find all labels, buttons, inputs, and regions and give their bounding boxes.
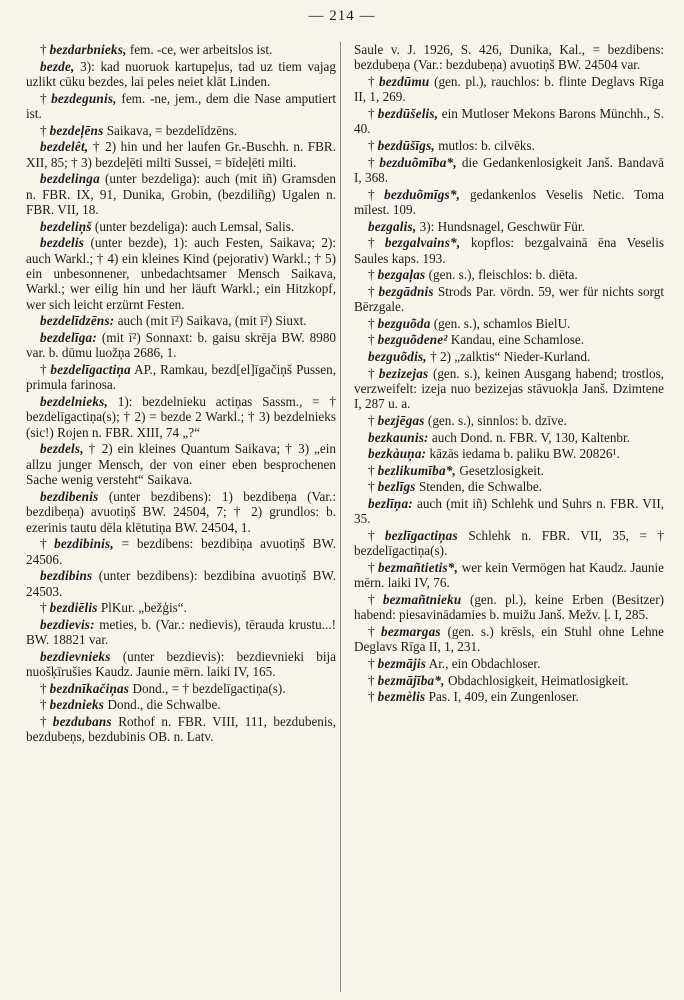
dictionary-entry	[354, 349, 664, 364]
entry-headword: bezdeliņš	[40, 218, 92, 234]
page-number: — 214 —	[308, 8, 376, 24]
dictionary-entry	[354, 673, 664, 688]
dictionary-entry	[354, 413, 664, 428]
dictionary-entry	[26, 649, 336, 680]
entry-headword: bezlīgs	[377, 479, 416, 495]
dictionary-entry	[26, 330, 336, 361]
entry-text: kopflos: bezgalvainā ēna Veselis Saules kaps. 193.	[354, 235, 664, 266]
entry-headword: bezdelinga	[40, 171, 100, 187]
entry-text: Ar., ein Obdachloser.	[428, 655, 541, 671]
dagger-mark: †	[40, 90, 49, 106]
dagger-mark: †	[40, 714, 50, 729]
dagger-mark: †	[368, 689, 375, 705]
entry-text: (gen. s.), schamlos BielU.	[433, 315, 571, 331]
entry-text: Dond., die Schwalbe.	[107, 697, 221, 713]
entry-headword: bezgaļas	[377, 267, 426, 283]
entry-text: Schlehk n. FBR. VII, 35, = † bezdelīgactiņa(s).	[354, 527, 665, 559]
entry-headword: bezdelis	[40, 235, 85, 251]
dictionary-entry	[354, 446, 664, 461]
entry-text: (mit ī²) Sonnaxt: b. gaisu skrēja BW. 8980 var. b. dūmu luožņa 2686, 1.	[26, 330, 337, 361]
entry-text: auch (mit ī²) Saikava, (mit ī²) Siuxt.	[117, 313, 307, 329]
dictionary-entry	[354, 624, 664, 655]
dictionary-entry	[354, 74, 664, 105]
dagger-mark: †	[40, 362, 48, 377]
entry-headword: bezizejas	[378, 365, 429, 381]
entry-headword: bezdelīdzēns:	[40, 313, 115, 329]
dictionary-entry	[26, 42, 336, 57]
entry-text: Pas. I, 409, ein Zungenloser.	[428, 689, 579, 705]
dictionary-entry	[354, 689, 664, 704]
dictionary-entry	[354, 366, 664, 412]
entry-headword: bezdegunis,	[51, 90, 117, 106]
entry-text: Gesetzlosigkeit.	[459, 462, 544, 478]
dictionary-entry	[354, 235, 664, 266]
dictionary-entry	[354, 155, 664, 186]
dagger-mark: †	[368, 74, 376, 89]
entry-headword: bezguõdis,	[368, 348, 427, 364]
entry-headword: bezlikumība*,	[377, 462, 457, 478]
entry-text: Kandau, eine Schamlose.	[450, 332, 585, 348]
entry-text: Saule v. J. 1926, S. 426, Dunika, Kal., = bezdibens: bezdubeņa (Var.: bezdubeņa) avuotiņš BW. 24504 var.	[354, 42, 664, 73]
entry-text: † 2) ein kleines Quantum Saikava; † 3) „ein allzu junger Mensch, der von einer eben besprochenen Sache wenig versteht“ Saikava.	[26, 441, 336, 488]
dictionary-entry	[354, 430, 664, 445]
entry-text: ein Mutloser Mekons Barons Münchh., S. 40.	[354, 106, 664, 137]
dagger-mark: †	[368, 138, 375, 153]
column-divider	[340, 42, 341, 992]
entry-headword: bezguõda	[377, 315, 431, 331]
dictionary-entry	[354, 528, 664, 559]
dagger-mark: †	[368, 412, 375, 428]
dictionary-entry	[354, 284, 664, 315]
entry-text: (gen. s.), keinen Ausgang habend; trostlos, verzweifelt: izeja nuo bezizejas stāvuokļa Janš. Dzimtene I, 287 u. a.	[354, 365, 665, 412]
dagger-mark: †	[368, 106, 375, 121]
entry-headword: bezduõmīgs*,	[384, 186, 461, 202]
dictionary-entry	[26, 139, 336, 170]
dictionary-entry	[354, 463, 664, 478]
entry-text: kāzās iedama b. paliku BW. 20826¹.	[429, 446, 620, 462]
entry-headword: bezdibins	[40, 568, 93, 584]
dictionary-entry	[26, 313, 336, 328]
entry-headword: bezdelīga:	[40, 330, 97, 345]
entry-headword: bezguõdene²	[377, 332, 448, 348]
dictionary-entry	[354, 496, 664, 527]
dictionary-entry	[354, 479, 664, 494]
dagger-mark: †	[368, 655, 375, 671]
left-column	[26, 42, 336, 746]
entry-text: fem. -ce, wer arbeitslos ist.	[129, 42, 273, 57]
dagger-mark: †	[40, 42, 47, 57]
dictionary-entry	[354, 592, 664, 623]
entry-headword: bezjēgas	[377, 412, 425, 428]
entry-text: = bezdibens: bezdibiņa avuotiņš BW. 24506.	[26, 536, 336, 567]
entry-text: (gen. pl.), rauchlos: b. flinte Deglavs Rīga II, 1, 269.	[354, 74, 665, 105]
entry-headword: bezdubans	[52, 714, 112, 729]
entry-text: (gen. pl.), keine Erben (Besitzer) habend: piesavinādamies b. muižu Janš. Mežv. ļ. I, 285.	[354, 591, 664, 623]
entry-headword: bezkaunis:	[368, 429, 429, 445]
entry-headword: bezgalvains*,	[384, 235, 461, 251]
dictionary-entry	[354, 106, 664, 137]
dictionary-entry	[354, 560, 664, 591]
entry-headword: bezdūmu	[378, 74, 430, 89]
dictionary-entry	[26, 714, 336, 745]
dagger-mark: †	[368, 283, 376, 299]
entry-headword: bezdelnieks,	[40, 394, 108, 409]
entry-text: auch (mit iñ) Schlehk und Suhrs n. FBR. VII, 35.	[354, 495, 665, 527]
dictionary-entry	[26, 568, 336, 599]
entry-text: PlKur. „bežģis“.	[100, 600, 187, 616]
entry-headword: bezmargas	[381, 623, 441, 639]
dictionary-entry	[26, 91, 336, 122]
entry-text: (unter bezdibens): 1) bezdibeņa (Var.: bezdibeņa) avuotiņš BW. 24504, 7; † 2) grundlos: b. ezerinis tautu dēla klētutiņa BW. 24504, 1.	[26, 488, 337, 535]
dictionary-entry	[26, 394, 336, 440]
dictionary-entry	[354, 138, 664, 153]
entry-text: auch Dond. n. FBR. V, 130, Kaltenbr.	[431, 429, 630, 445]
entry-headword: bezdūšelis,	[377, 106, 439, 121]
entry-text: mutlos: b. cilvēks.	[438, 138, 535, 153]
dagger-mark: †	[368, 315, 375, 331]
entry-text: Strods Par. vördn. 59, wer für nichts sorgt Bērzgale.	[354, 283, 665, 315]
dagger-mark: †	[40, 680, 47, 696]
right-column	[354, 42, 664, 706]
dagger-mark: †	[368, 332, 375, 348]
entry-text: gedankenlos Veselis Netic. Toma mīlest. 109.	[354, 186, 665, 217]
dagger-mark: †	[368, 462, 375, 478]
dictionary-entry	[26, 617, 336, 648]
entry-text: 1): bezdelnieku actiņas Sassm., = † bezdelīgactiņa(s); † 2) = bezde 2 Warkl.; † 3) bezdelnieks (sic!) Rojen n. FBR. XIII, 74 „?“	[26, 394, 337, 440]
entry-text: 3): Hundsnagel, Geschwür Für.	[419, 218, 585, 234]
entry-text: meties, b. (Var.: nedievis), tēraudа krustu...! BW. 18821 var.	[26, 616, 337, 648]
dictionary-entry	[26, 59, 336, 90]
entry-text: fem. -ne, jem., dem die Nase amputiert ist.	[26, 90, 336, 121]
entry-headword: bezlīgactiņas	[384, 527, 458, 543]
dictionary-entry	[26, 697, 336, 712]
entry-text: (gen. s.), fleischlos: b. diēta.	[428, 267, 578, 283]
dagger-mark: †	[368, 672, 375, 688]
entry-headword: bezmājis	[377, 655, 427, 671]
entry-headword: bezde,	[40, 58, 75, 74]
entry-headword: bezdievnieks	[40, 648, 111, 664]
dagger-mark: †	[368, 154, 377, 170]
dictionary-entry	[26, 362, 336, 393]
dictionary-entry	[26, 489, 336, 535]
entry-headword: bezdels,	[40, 441, 84, 457]
dictionary-entry	[26, 536, 336, 567]
entry-text: † 2) „zalktis“ Nieder-Kurland.	[430, 348, 591, 364]
entry-headword: bezdibenis	[40, 488, 99, 504]
dictionary-entry	[354, 332, 664, 347]
dagger-mark: †	[368, 527, 382, 543]
entry-headword: bezkàuņa:	[368, 446, 427, 462]
entry-text: wer kein Vermögen hat Kaudz. Jaunie mērn. laiki IV, 76.	[354, 559, 665, 591]
entry-text: 3): kad nuoruok kartupeļus, tad uz tiem vajag uzlikt cūku bezdes, lai peles neiet klāt Linden.	[26, 58, 337, 89]
dictionary-entry	[354, 316, 664, 331]
entry-text: † 2) hin und her laufen Gr.-Buschh. n. FBR. XII, 85; † 3) bezdeļēti milti Sussei, = bīdeļēti milti.	[26, 139, 336, 170]
entry-headword: bezdnīkačiņas	[49, 680, 130, 696]
entry-text: (gen. s.), sinnlos: b. dzīve.	[427, 412, 567, 428]
entry-headword: bezdelīgactiņa	[50, 362, 131, 377]
dagger-mark: †	[368, 623, 379, 639]
entry-headword: bezgādnis	[378, 283, 434, 299]
entry-headword: bezmañtietis*,	[377, 559, 459, 575]
dictionary-entry	[26, 681, 336, 696]
dagger-mark: †	[368, 235, 382, 251]
dictionary-entry	[26, 219, 336, 234]
entry-text: Saikava, = bezdelīdzēns.	[106, 122, 238, 138]
entry-headword: bezdievis:	[40, 616, 95, 632]
dictionary-entry	[26, 123, 336, 138]
dagger-mark: †	[368, 267, 375, 283]
dagger-mark: †	[368, 591, 380, 607]
entry-headword: bezmājība*,	[377, 672, 445, 688]
dagger-mark: †	[40, 697, 47, 713]
dagger-mark: †	[368, 479, 375, 495]
dictionary-entry	[354, 42, 664, 73]
entry-text: Stenden, die Schwalbe.	[418, 479, 542, 495]
dagger-mark: †	[40, 600, 47, 616]
dictionary-entry	[354, 187, 664, 218]
entry-headword: bezmañtnieku	[382, 591, 462, 607]
dictionary-entry	[26, 171, 336, 217]
entry-headword: bezgalis,	[368, 218, 417, 234]
entry-headword: bezdelêt,	[40, 139, 89, 155]
entry-text: Rothof n. FBR. VIII, 111, bezdubenis, bezdubeņs, bezdubinis OB. n. Latv.	[26, 714, 336, 745]
dictionary-entry	[26, 235, 336, 312]
entry-headword: bezdarbnieks,	[49, 42, 127, 57]
entry-text: (unter bezdeliga): auch (mit iñ) Gramsden n. FBR. IX, 91, Dunika, Grobin, (bezdiliñg) Ugalen n. FBR. VII, 18.	[26, 171, 336, 217]
dagger-mark: †	[368, 186, 382, 202]
entry-headword: bezdiēlis	[49, 600, 98, 616]
entry-headword: bezlīņa:	[368, 495, 413, 511]
entry-text: (unter bezdibens): bezdibina avuotiņš BW. 24503.	[26, 568, 336, 599]
dagger-mark: †	[40, 122, 47, 138]
entry-text: Obdachlosigkeit, Heimatlosigkeit.	[447, 672, 629, 688]
entry-text: (gen. s.) krēsls, ein Stuhl ohne Lehne Deglavs Rīga II, 1, 231.	[354, 623, 664, 655]
entry-headword: bezdnieks	[49, 697, 105, 713]
entry-headword: bezmèlis	[377, 689, 426, 705]
dagger-mark: †	[368, 559, 375, 575]
entry-headword: bezdūšīgs,	[377, 138, 435, 153]
dictionary-entry	[26, 441, 336, 487]
entry-headword: bezdeļēns	[49, 122, 104, 138]
entry-text: (unter bezde), 1): auch Festen, Saikava; 2): auch Warkl.; † 4) ein kleines Kind (pejorativ) Warkl.; † 5) ein unbesonnener, unbedachtsamer Mensch Saikava, Warkl.; wer eilig hin und her läuft Warkl.; ein Hitzkopf, wer sich leicht erzürnt Festen.	[26, 235, 337, 312]
entry-text: Dond., = † bezdelīgactiņa(s).	[132, 680, 286, 696]
entry-text: AP., Ramkau, bezd[el]īgačiņš Pussen, primula farinosa.	[26, 362, 337, 393]
dagger-mark: †	[40, 536, 52, 552]
dagger-mark: †	[368, 365, 376, 381]
entry-headword: bezduõmība*,	[379, 154, 457, 170]
dictionary-entry	[354, 219, 664, 234]
entry-text: die Gedankenlosigkeit Janš. Bandavā I, 368.	[354, 154, 665, 185]
entry-text: (unter bezdievis): bezdievnieki bija nuošķīrušies Kaudz. Jaunie mērn. laiki IV, 165.	[26, 648, 337, 680]
entry-headword: bezdibinis,	[54, 536, 114, 552]
entry-text: (unter bezdeliga): auch Lemsal, Salis.	[94, 218, 295, 234]
dictionary-entry	[26, 600, 336, 615]
dictionary-entry	[354, 267, 664, 282]
dictionary-entry	[354, 656, 664, 671]
